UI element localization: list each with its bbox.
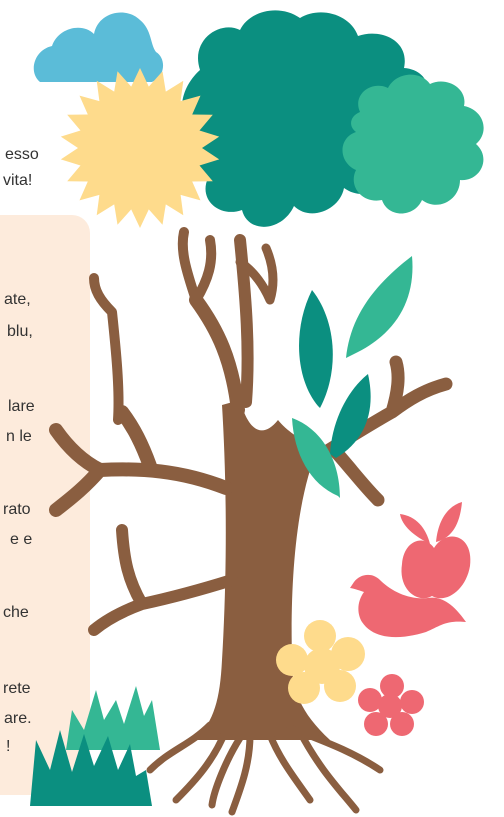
leaf-shape — [346, 256, 413, 358]
apple-leaf — [436, 502, 462, 542]
tree-branches — [94, 530, 232, 630]
leaf-shape — [330, 374, 371, 458]
bush-icon — [343, 75, 484, 214]
text-fragment: lare — [8, 398, 35, 415]
cloud-icon — [34, 12, 163, 82]
text-fragment: rato — [3, 501, 31, 518]
text-fragment: esso — [5, 146, 39, 163]
flower-petal — [276, 644, 308, 676]
tree-branches — [94, 278, 119, 420]
text-fragment: ate, — [4, 291, 31, 308]
text-fragment: ! — [6, 738, 11, 755]
text-fragment: che — [3, 604, 29, 621]
text-fragment: e e — [10, 531, 33, 548]
text-fragment: vita! — [3, 172, 33, 189]
cloud-shape — [34, 12, 163, 82]
tree-branches — [56, 412, 226, 510]
tree-branches — [196, 300, 238, 410]
text-fragment: n le — [6, 428, 32, 445]
text-fragment: are. — [4, 710, 32, 727]
flower-petal — [400, 690, 424, 714]
grass-shape-light — [66, 686, 160, 750]
bush-shape-light — [343, 75, 484, 214]
text-fragment: blu, — [7, 323, 33, 340]
apple-icon — [400, 502, 470, 598]
text-fragment: rete — [3, 680, 31, 697]
flower-center — [304, 648, 340, 684]
apple-leaf — [400, 514, 430, 544]
leaf-shape — [299, 290, 333, 408]
flower-petal — [304, 620, 336, 652]
flower-center — [378, 694, 402, 718]
grass-icon — [30, 686, 160, 806]
tree-branches — [183, 232, 211, 300]
flower-icon — [358, 674, 424, 736]
apple-shape — [401, 536, 470, 598]
